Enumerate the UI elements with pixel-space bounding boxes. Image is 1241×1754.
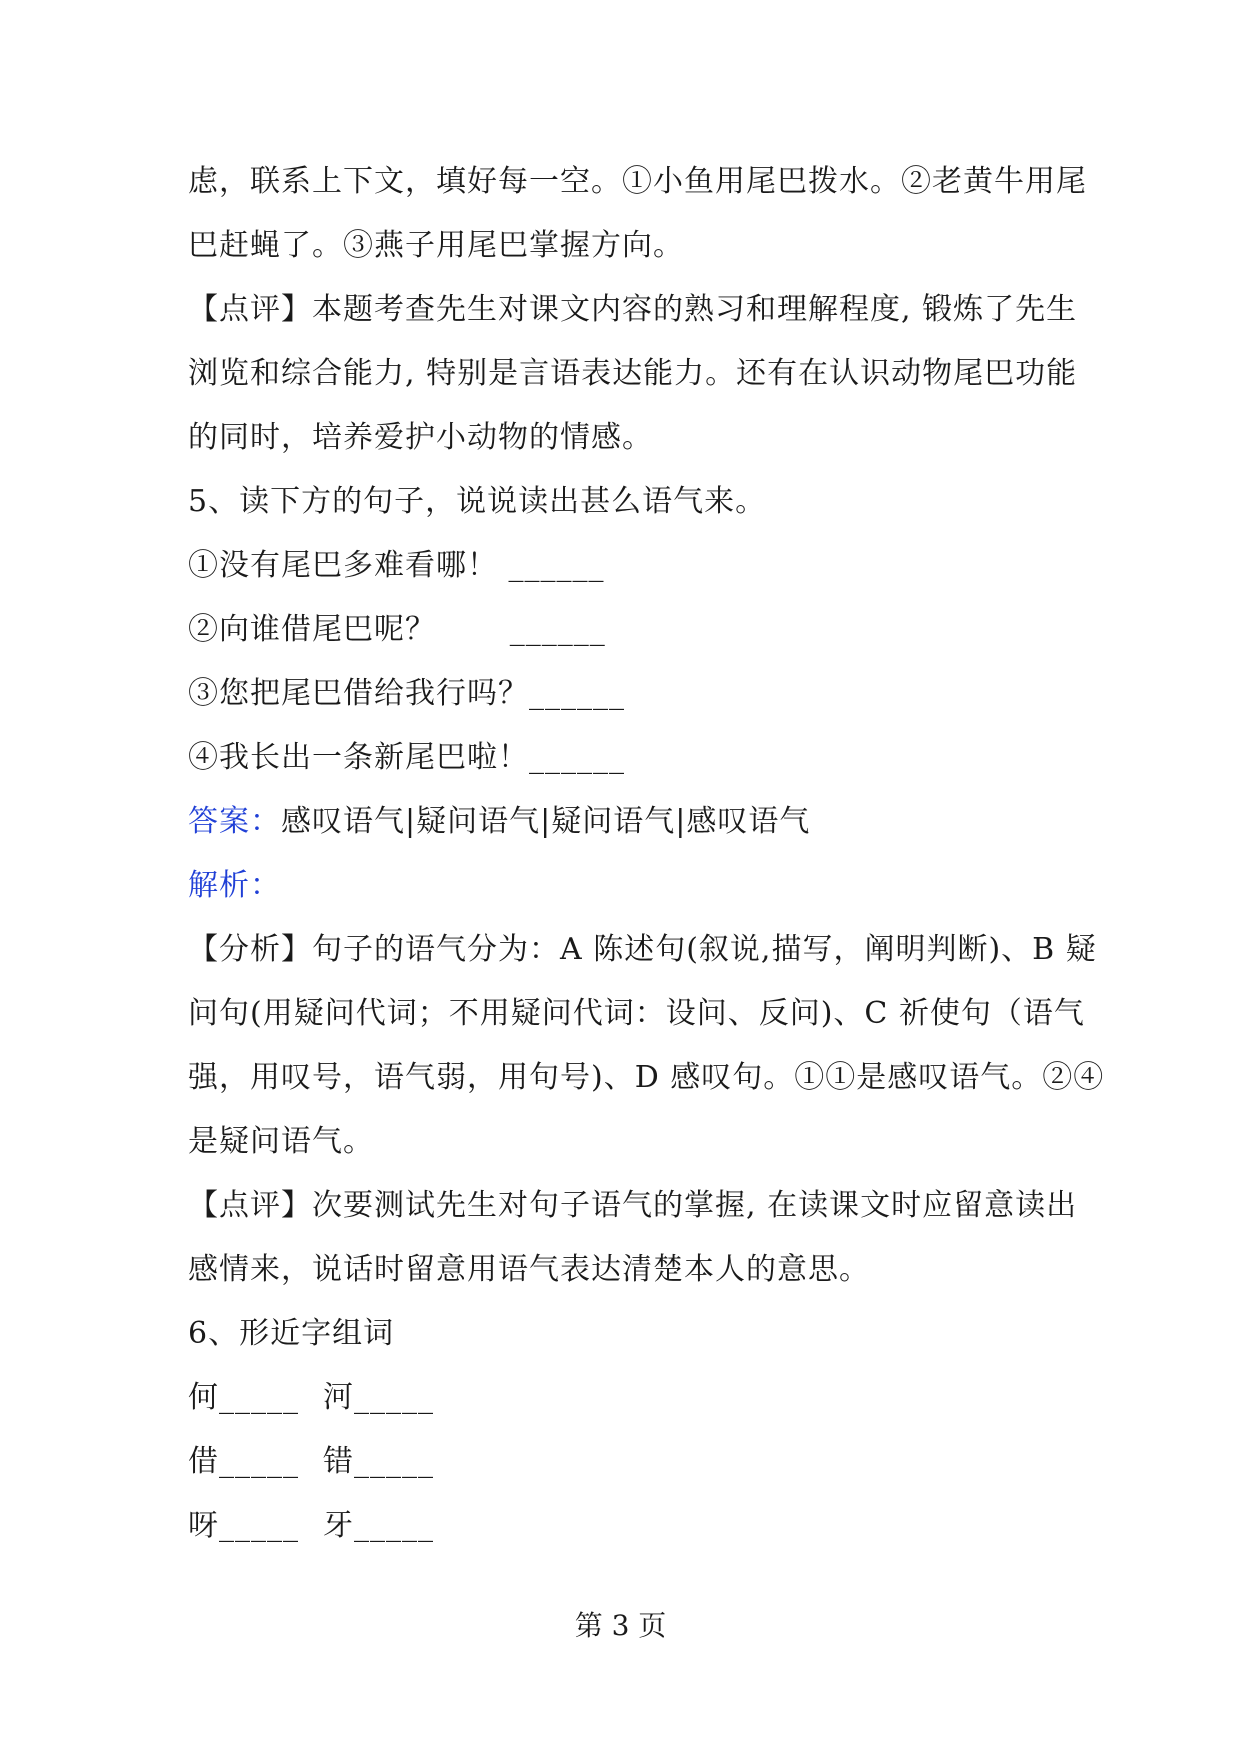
question-5-item-4: ④我长出一条新尾巴啦！______ <box>188 740 625 775</box>
question-5-item-3: ③您把尾巴借给我行吗？______ <box>188 676 625 711</box>
analysis-line: 【分析】句子的语气分为：A 陈述句(叙说,描写，阐明判断)、B 疑 <box>188 932 1097 967</box>
analysis-line: 强，用叹号，语气弱，用句号)、D 感叹句。①①是感叹语气。②④ <box>188 1060 1105 1095</box>
word-blank: 错_____ <box>323 1444 434 1479</box>
analysis-line: 是疑问语气。 <box>188 1124 374 1159</box>
comment-line: 浏览和综合能力, 特别是言语表达能力。还有在认识动物尾巴功能 <box>188 356 1078 391</box>
analysis-label: 解析： <box>188 868 281 903</box>
answer-text: 感叹语气|疑问语气|疑问语气|感叹语气 <box>281 804 811 839</box>
word-blank: 呀_____ <box>188 1508 299 1543</box>
question-5-item-1: ①没有尾巴多难看哪！ ______ <box>188 548 605 583</box>
word-blank: 河_____ <box>323 1380 434 1415</box>
word-row <box>188 1430 1068 1494</box>
answer-label: 答案： <box>188 804 281 839</box>
text-line: 虑，联系上下文，填好每一空。①小鱼用尾巴拨水。②老黄牛用尾 <box>188 164 1087 199</box>
comment-line: 【点评】次要测试先生对句子语气的掌握, 在读课文时应留意读出 <box>188 1188 1078 1223</box>
question-6-title: 6、形近字组词 <box>188 1316 395 1351</box>
text-line: 巴赶蝇了。③燕子用尾巴掌握方向。 <box>188 228 684 263</box>
page-content <box>188 150 1105 1558</box>
analysis-line: 问句(用疑问代词；不用疑问代词：设问、反问)、C 祈使句（语气 <box>188 996 1085 1031</box>
page-number: 第 3 页 <box>574 1609 667 1642</box>
question-5-title: 5、读下方的句子，说说读出甚么语气来。 <box>188 484 767 519</box>
word-row <box>188 1494 1068 1558</box>
comment-line: 的同时，培养爱护小动物的情感。 <box>188 420 653 455</box>
word-row <box>188 1366 1068 1430</box>
answer-line <box>188 790 1068 854</box>
comment-line: 感情来，说话时留意用语气表达清楚本人的意思。 <box>188 1252 870 1287</box>
comment-line: 【点评】本题考查先生对课文内容的熟习和理解程度, 锻炼了先生 <box>188 292 1078 327</box>
word-blank: 何_____ <box>188 1380 299 1415</box>
word-blank: 牙_____ <box>323 1508 434 1543</box>
word-blank: 借_____ <box>188 1444 299 1479</box>
question-5-item-2: ②向谁借尾巴呢？ ______ <box>188 612 606 647</box>
